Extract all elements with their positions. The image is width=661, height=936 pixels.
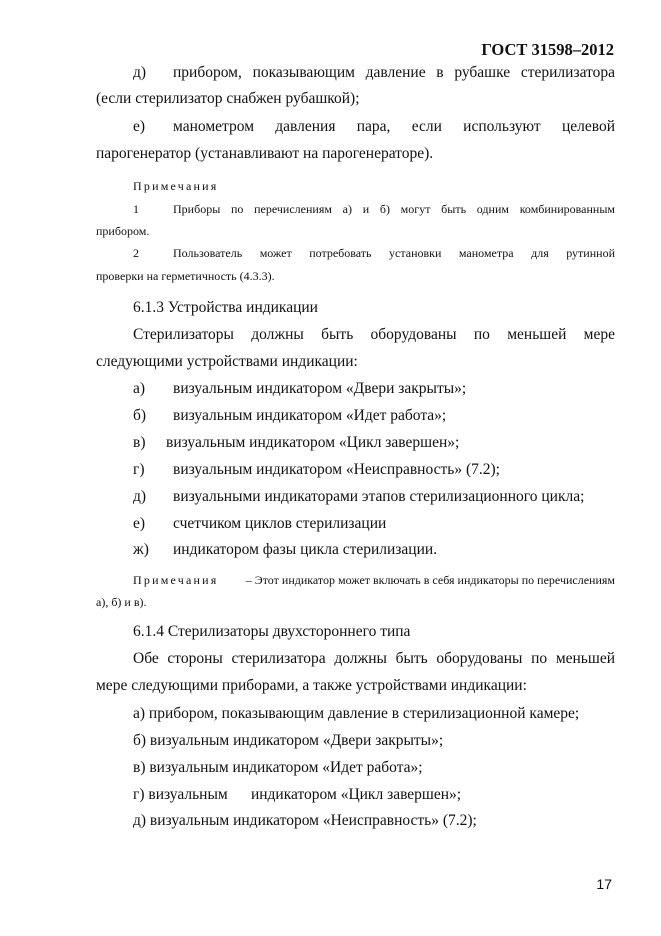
section-heading: 6.1.4 Стерилизаторы двухстороннего типа bbox=[133, 623, 411, 640]
paragraph-text: Обе стороны стерилизатора должны быть оборудованы по меньшей bbox=[133, 650, 615, 667]
list-item-text: прибором, показывающим давление в рубашке стерилизатора bbox=[173, 64, 615, 81]
list-item-text: визуальными индикаторами этапов стерилизационного цикла; bbox=[173, 488, 585, 505]
list-item-letter: е) bbox=[133, 118, 146, 135]
list-item-letter: г) bbox=[133, 461, 145, 478]
list-item: б) визуальным индикатором «Двери закрыты»; bbox=[133, 732, 444, 749]
paragraph-text: Стерилизаторы должны быть оборудованы по меньшей мере bbox=[133, 326, 615, 343]
list-item-continuation: (если стерилизатор снабжен рубашкой); bbox=[96, 90, 360, 107]
note-text: – Этот индикатор может включать в себя индикаторы по перечислениям bbox=[245, 573, 615, 587]
note-text: Приборы по перечислениям а) и б) могут быть одним комбинированным bbox=[173, 202, 615, 216]
list-item-letter: а) bbox=[133, 380, 146, 397]
list-item-letter: д) bbox=[133, 488, 147, 505]
standard-number: ГОСТ 31598–2012 bbox=[481, 40, 614, 59]
note-line bbox=[133, 573, 615, 587]
list-item-text: визуальным индикатором «Идет работа»; bbox=[173, 407, 447, 424]
note-number: 1 bbox=[133, 202, 139, 216]
paragraph-continuation: мере следующими приборами, а также устройствами индикации: bbox=[96, 677, 527, 694]
list-item-text: визуальным индикатором «Двери закрыты»; bbox=[173, 380, 467, 397]
note-number: 2 bbox=[133, 246, 139, 260]
list-item-text: счетчиком циклов стерилизации bbox=[173, 515, 387, 532]
list-item-text: визуальным индикатором «Неисправность» (7.2); bbox=[173, 461, 500, 478]
list-item-text: индикатором фазы цикла стерилизации. bbox=[173, 541, 438, 558]
list-item-text: манометром давления пара, если используют целевой bbox=[173, 118, 615, 135]
page-number: 17 bbox=[596, 876, 612, 892]
note-text-continuation: прибором. bbox=[96, 224, 150, 238]
list-item-letter: в) bbox=[133, 434, 146, 451]
list-item-letter: д) bbox=[133, 64, 147, 81]
list-item-continuation: парогенератор (устанавливают на парогенераторе). bbox=[96, 145, 434, 162]
paragraph-continuation: следующими устройствами индикации: bbox=[96, 353, 358, 370]
note-text: Пользователь может потребовать установки манометра для рутинной bbox=[173, 246, 615, 260]
section-heading: 6.1.3 Устройства индикации bbox=[133, 299, 318, 316]
list-item-letter: ж) bbox=[133, 541, 149, 558]
list-item: д) визуальным индикатором «Неисправность» (7.2); bbox=[133, 812, 477, 829]
list-item-letter: б) bbox=[133, 407, 147, 424]
note-label: Примечания bbox=[133, 573, 219, 587]
list-item-letter: е) bbox=[133, 515, 146, 532]
note-text-continuation: проверки на герметичность (4.3.3). bbox=[96, 269, 275, 283]
note-text-continuation: а), б) и в). bbox=[96, 595, 147, 609]
list-item: в) визуальным индикатором «Идет работа»; bbox=[133, 759, 423, 776]
list-item: г) визуальным индикатором «Цикл завершен»; bbox=[133, 786, 462, 803]
notes-heading: Примечания bbox=[133, 179, 219, 193]
list-item-text: визуальным индикатором «Цикл завершен»; bbox=[166, 434, 460, 451]
list-item: а) прибором, показывающим давление в стерилизационной камере; bbox=[133, 705, 580, 722]
